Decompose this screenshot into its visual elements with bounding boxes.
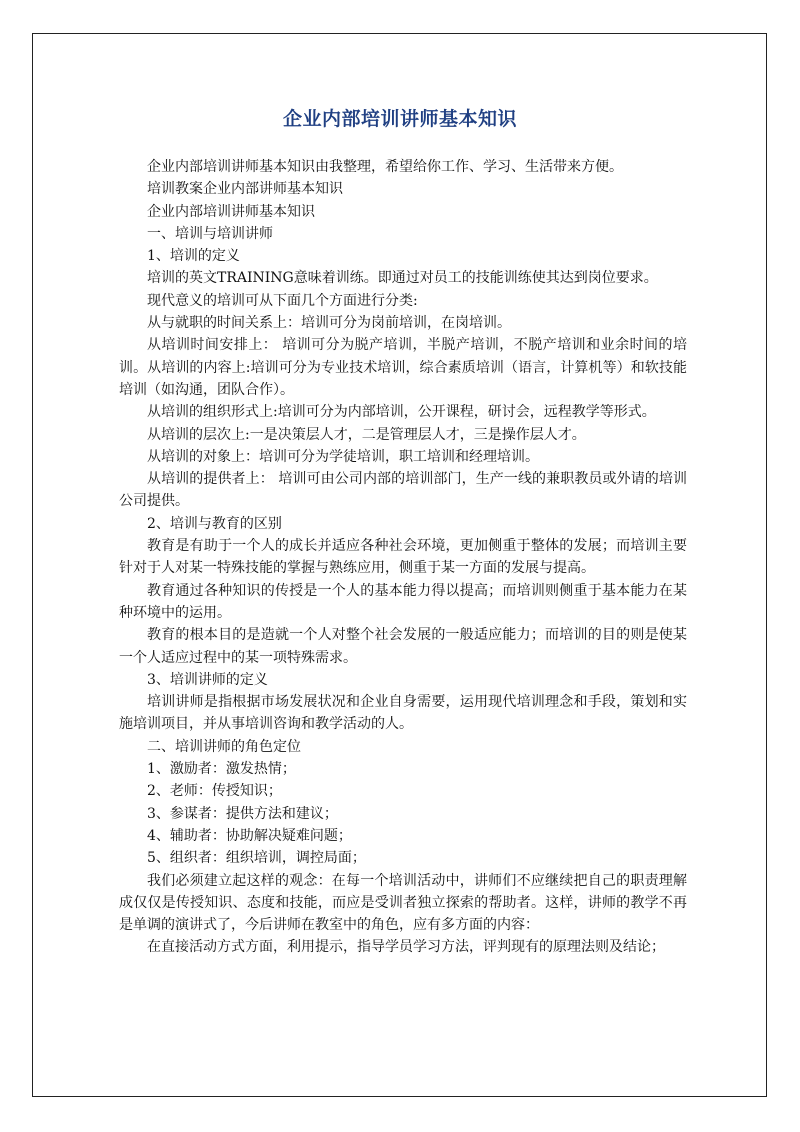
subsection-heading: 3、培训讲师的定义 [147, 671, 268, 688]
paragraph: 从培训的提供者上： 培训可由公司内部的培训部门，生产一线的兼职教员或外请的培训公司提供。 [119, 471, 687, 510]
document-body [119, 156, 687, 959]
paragraph: 我们必须建立起这样的观念：在每一个培训活动中，讲师们不应继续把自己的职责理解成仅仅是传授知识、态度和技能，而应是受训者独立探索的帮助者。这样，讲师的教学不再是单调的演讲式了，今后讲师在教室中的角色，应有多方面的内容： [119, 872, 687, 934]
list-item: 2、老师：传授知识； [147, 783, 282, 800]
paragraph: 教育的根本目的是造就一个人对整个社会发展的一般适应能力；而培训的目的则是使某一个人适应过程中的某一项特殊需求。 [119, 627, 687, 666]
document-title: 企业内部培训讲师基本知识 [282, 108, 517, 130]
paragraph: 在直接活动方式方面，利用提示，指导学员学习方法，评判现有的原理法则及结论； [147, 939, 665, 956]
paragraph: 培训教案企业内部讲师基本知识 [147, 181, 343, 198]
subsection-heading: 1、培训的定义 [147, 248, 240, 265]
paragraph: 教育是有助于一个人的成长并适应各种社会环境，更加侧重于整体的发展；而培训主要针对于人对某一特殊技能的掌握与熟练应用，侧重于某一方面的发展与提高。 [119, 538, 687, 577]
paragraph: 从与就职的时间关系上：培训可分为岗前培训，在岗培训。 [147, 315, 511, 332]
paragraph: 企业内部培训讲师基本知识由我整理，希望给你工作、学习、生活带来方便。 [147, 159, 623, 175]
paragraph: 现代意义的培训可从下面几个方面进行分类: [147, 292, 418, 309]
paragraph: 培训讲师是指根据市场发展状况和企业自身需要，运用现代培训理念和手段，策划和实施培训项目，并从事培训咨询和教学活动的人。 [119, 694, 687, 733]
section-heading: 二、培训讲师的角色定位 [147, 738, 301, 755]
list-item: 4、辅助者：协助解决疑难问题； [147, 827, 352, 844]
section-heading: 一、培训与培训讲师 [147, 225, 273, 242]
paragraph: 培训的英文TRAINING意味着训练。即通过对员工的技能训练使其达到岗位要求。 [147, 270, 658, 287]
paragraph: 从培训的组织形式上:培训可分为内部培训，公开课程，研讨会，远程教学等形式。 [147, 404, 656, 421]
subsection-heading: 2、培训与教育的区别 [147, 515, 282, 532]
paragraph: 从培训的层次上:一是决策层人才，二是管理层人才，三是操作层人才。 [147, 426, 586, 443]
list-item: 5、组织者：组织培训，调控局面； [147, 850, 366, 867]
paragraph: 教育通过各种知识的传授是一个人的基本能力得以提高；而培训则侧重于基本能力在某种环境中的运用。 [119, 582, 687, 621]
paragraph: 从培训时间安排上： 培训可分为脱产培训，半脱产培训，不脱产培训和业余时间的培训。从培训的内容上:培训可分为专业技术培训，综合素质培训（语言，计算机等）和软技能培训（如沟通，团队合作）。 [119, 337, 687, 398]
list-item: 1、激励者：激发热情； [147, 761, 296, 778]
paragraph: 企业内部培训讲师基本知识 [147, 203, 315, 220]
paragraph: 从培训的对象上：培训可分为学徒培训，职工培训和经理培训。 [147, 448, 539, 465]
list-item: 3、参谋者：提供方法和建议； [147, 805, 338, 822]
